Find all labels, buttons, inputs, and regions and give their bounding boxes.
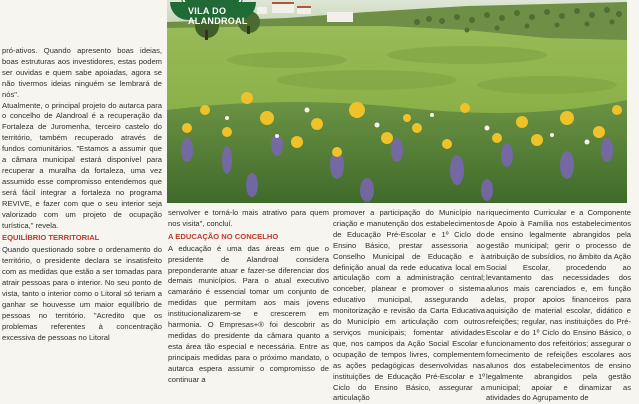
paragraph: Quando questionado sobre o ordenamento do território, o presidente declara se insatisfeito com as medidas que estão a ser tomadas para atrair pessoas para o interior. No seu ponto de vista, tanto o interior como o Litoral só teriam a ganhar se houvesse um maior equilíbrio de pessoas no território. "Acredito que os problemas referentes à concentração excessiva de pessoas no Litoral — [2, 245, 162, 342]
section-heading-education: A EDUCAÇÃO NO CONCELHO — [168, 231, 279, 241]
meadow-photo — [167, 0, 627, 203]
paragraph: riquecimento Curricular e a Componente de Apoio à Família nos estabelecimentos de ensino legalmente abrangidos pela gestão municipal; gerir o processo de atribuição de subsídios, no âmbito da Ação Social Escolar, procedendo ao levantamento das necessidades dos alunos mais carenciados e, em função delas, propor apoios financeiros para aquisição de material escolar, didático e refeições; regular, nas instituições do Pré-Escolar e do 1º Ciclo do Ensino Básico, o funcionamento dos refeitórios; assegurar o fornecimento de refeições escolares aos alunos dos estabelecimentos de ensino legalmente abrangidos pela gestão municipal; apoiar e dinamizar as atividades do Agrupamento de — [486, 208, 631, 403]
section-heading-territorial: EQUILÍBRIO TERRITORIAL — [2, 233, 100, 243]
paragraph: pró-ativos. Quando apresento boas ideias, boas estruturas aos investidores, estas podem ser ouvidas e quem sabe apoiadas, agora se não tivermos ideias ninguém se lembrará de nós". — [2, 46, 162, 99]
paragraph: senvolver e torná-lo mais atrativo para quem nos visita", concluí. — [168, 208, 329, 228]
paragraph: A educação é uma das áreas em que o presidente de Alandroal considera preponderante atuar e fazer-se diferenciar dos demais municípios. Para o atual executivo camarário é essencial tomar um conjunto de medidas que permitam aos mais jovens institucionalizarem-se e crescerem em harmonia. O Empresas+® foi descobrir as medidas do presidente da câmara quanto a esta área tão especial e necessária. Entre as principais medidas para o próximo mandato, o autarca espera assumir o compromisso de continuar a — [168, 243, 329, 384]
logo-text: VILA DO ALANDROAL — [188, 6, 248, 24]
article-column-3 — [333, 208, 485, 404]
paragraph: Atualmente, o principal projeto do autarca para o concelho de Alandroal é a recuperação da Fortaleza de Juromenha, terceiro castelo do território, também recuperado através de fundos comunitários. "Estamos a assumir que a câmara municipal estará disponível para recuperar a muralha da fortaleza, uma vez assumido esse compromisso entendemos que será fácil integrar a fortaleza no programa REVIVE, e fazer com que o seu interior seja valorizado com um projeto de ocupação turística," revela. — [2, 100, 162, 230]
paragraph: promover a participação do Município na criação e manutenção dos estabelecimentos de Educação Pré-Escolar e 1º Ciclo do Ensino Básico, prestar assessoria ao Conselho Municipal de Educação e à definição anual da rede educativa local em articulação com a administração central; conceber, planear e promover o sistema educativo municipal, assegurando a monitorização e revisão da Carta Educativa do Município em articulação com outros serviços municipais; fomentar atividades que, nos campos da Ação Social Escolar e ocupação de tempos livres, complementem as ações pedagógicas desenvolvidas nas instituições de Educação Pré-Escolar e 1º Ciclo do Ensino Básico, assegurar a articulação — [333, 208, 485, 403]
article-column-4 — [486, 208, 631, 404]
article-column-left — [2, 46, 162, 343]
municipality-logo — [170, 0, 256, 24]
article-column-2 — [168, 208, 329, 386]
